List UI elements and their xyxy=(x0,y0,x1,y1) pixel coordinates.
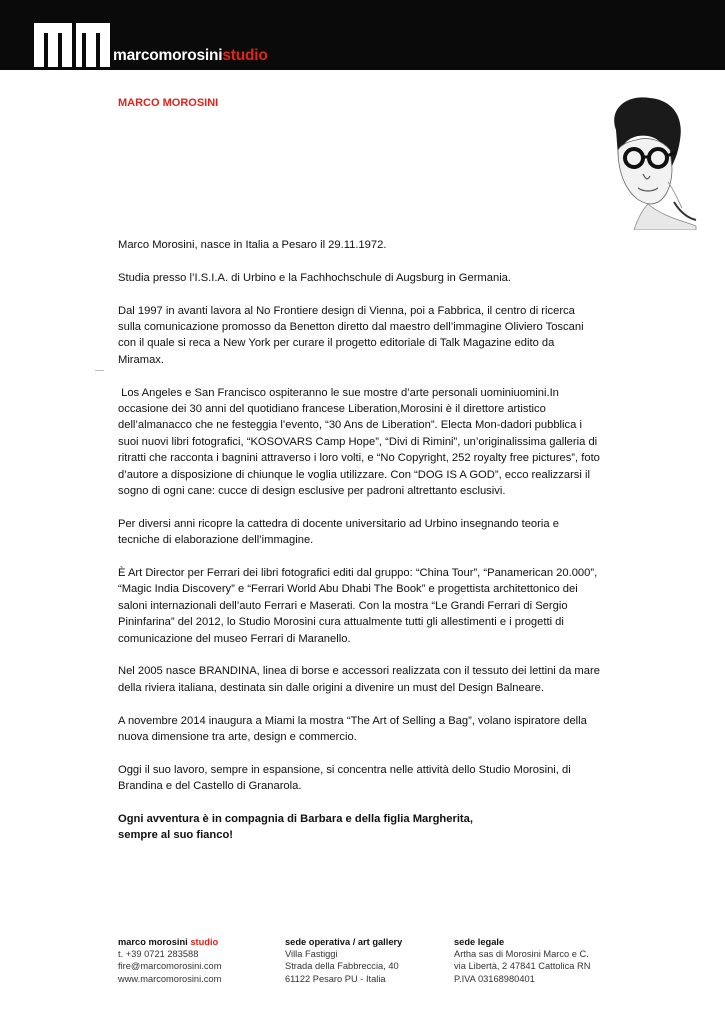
footer-legal-line-2: via Libertà, 2 47841 Cattolica RN xyxy=(454,961,591,972)
footer-email[interactable]: fire@marcomorosini.com xyxy=(118,961,222,972)
footer-studio-suffix: studio xyxy=(190,937,219,947)
footer-studio-heading xyxy=(118,936,221,948)
bio-paragraph-2: Studia presso l’I.S.I.A. di Urbino e la Fachhochschule di Augsburg in Germania. xyxy=(118,271,512,284)
footer-operational-line-2: Strada della Fabbreccia, 40 xyxy=(285,961,399,972)
brand-suffix: studio xyxy=(222,47,268,64)
footer-legal-line-1: Artha sas di Morosini Marco e C. xyxy=(454,949,589,960)
page-title: MARCO MOROSINI xyxy=(118,97,219,109)
footer-operational-office xyxy=(285,936,402,985)
bio-paragraph-4: Los Angeles e San Francisco ospiteranno le sue mostre d’arte personali uominiuomini.In occasione dei 30 anni del quotidiano francese Liberation,Morosini è il direttore artistico dell’almanacco che ne festeggia l’evento, “30 Ans de Liberation”. Electa Mon-dadori pubblica i suoi nuovi libri fotografici, “KOSOVARS Camp Hope”, “Divi di Rimini”, un’originalissima galleria di ritratti che racconta i bagnini attraverso i loro volti, e “No Copyright, 252 royalty free pictures”, foto d’autore a disposizione di chiunque le voglia utilizzare. Con “DOG IS A GOD”, ecco realizzarsi il sogno di ogni cane: cucce di design esclusive per padroni altrettanto esclusivi. xyxy=(118,386,604,498)
footer-legal-heading: sede legale xyxy=(454,937,505,947)
footer-website[interactable]: www.marcomorosini.com xyxy=(118,973,222,984)
bio-paragraph-7: Nel 2005 nasce BRANDINA, linea di borse e accessori realizzata con il tessuto dei lettini da mare della riviera italiana, destinata sin dalle origini a divenire un must del Design Balneare. xyxy=(118,665,600,694)
bio-paragraph-5: Per diversi anni ricopre la cattedra di docente universitario ad Urbino insegnando teoria e tecniche di elaborazione dell’immagine. xyxy=(118,517,559,547)
footer-studio-contact xyxy=(118,936,221,985)
closing-statement xyxy=(118,811,600,844)
mm-monogram-icon xyxy=(32,20,112,68)
footer-studio-name: marco morosini xyxy=(118,937,191,947)
closing-line-1: Ogni avventura è in compagnia di Barbara e della figlia Margherita, xyxy=(118,813,473,826)
brand-name: marcomorosini xyxy=(113,47,223,64)
footer-operational-line-3: 61122 Pesaro PU - Italia xyxy=(285,973,386,984)
header-bar xyxy=(0,0,725,70)
margin-mark xyxy=(95,370,104,371)
brand-logo-text xyxy=(113,48,268,64)
biography-text xyxy=(118,237,604,860)
footer-legal-line-3: P.IVA 03168980401 xyxy=(454,973,535,984)
footer-operational-line-1: Villa Fastiggi xyxy=(285,949,338,960)
footer-legal-office xyxy=(454,936,590,985)
bio-paragraph-9: Oggi il suo lavoro, sempre in espansione, si concentra nelle attività dello Studio Morosini, di Brandina e del Castello di Granarola. xyxy=(118,763,571,793)
bio-paragraph-1: Marco Morosini, nasce in Italia a Pesaro il 29.11.1972. xyxy=(118,239,387,251)
bio-paragraph-3: Dal 1997 in avanti lavora al No Frontiere design di Vienna, poi a Fabbrica, il centro di ricerca sulla comunicazione promosso da Benetton diretto dal maestro dell’immagine Oliviero Toscani con il quale si reca a New York per curare il progetto editoriale di Talk Magazine edito da Miramax. xyxy=(118,304,584,366)
closing-line-2: sempre al suo fianco! xyxy=(118,829,234,842)
bio-paragraph-6: È Art Director per Ferrari dei libri fotografici editi dal gruppo: “China Tour”, “Panamerican 20.000”, “Magic India Discovery” e “Ferrari World Abu Dhabi The Book” e progettista architettonico dei saloni internazionali dell’auto Ferrari e Maserati. Con la mostra “Le Grandi Ferrari di Sergio Pininfarina” del 2012, lo Studio Morosini cura attualmente tutti gli allestimenti e i progetti di comunicazione del museo Ferrari di Maranello. xyxy=(118,567,598,645)
footer-operational-heading: sede operativa / art gallery xyxy=(285,937,403,947)
portrait-photo-icon xyxy=(588,90,698,230)
footer-phone: t. +39 0721 283588 xyxy=(118,949,199,960)
bio-paragraph-8: A novembre 2014 inaugura a Miami la mostra “The Art of Selling a Bag”, volano ispiratore della nuova dimensione tra arte, design e commercio. xyxy=(118,714,587,744)
